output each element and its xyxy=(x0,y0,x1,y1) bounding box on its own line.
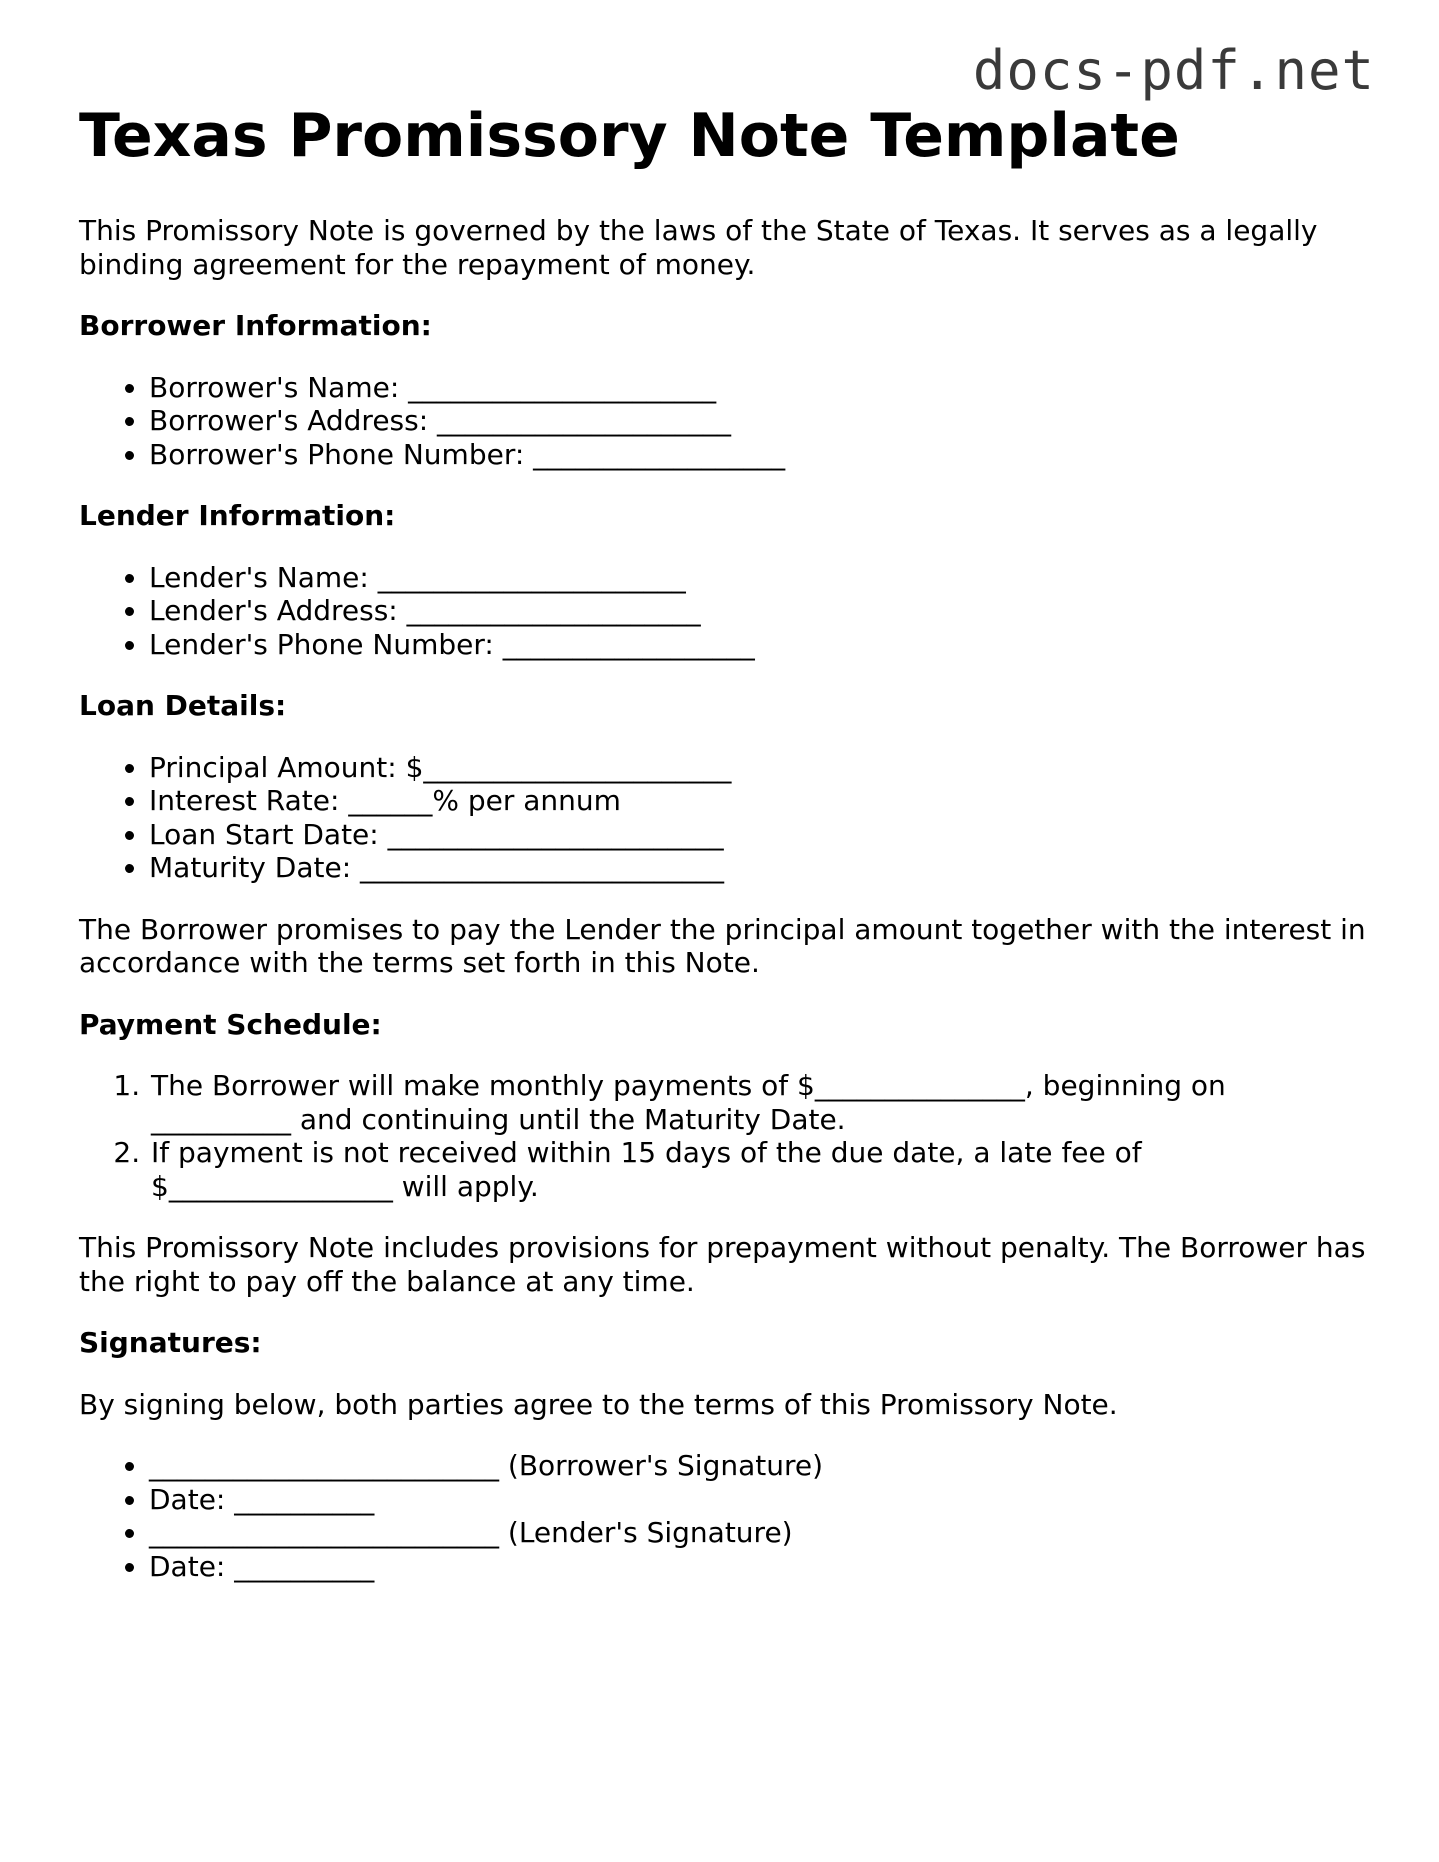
signatures-list xyxy=(79,1449,1369,1583)
payment-schedule-heading: Payment Schedule: xyxy=(79,1007,382,1041)
prepayment-paragraph: This Promissory Note includes provisions for prepayment without penalty. The Borrower has the right to pay off the balance at any time. xyxy=(79,1231,1366,1298)
intro-paragraph: This Promissory Note is governed by the laws of the State of Texas. It serves as a legally binding agreement for the repayment of money. xyxy=(79,214,1318,281)
promise-paragraph: The Borrower promises to pay the Lender the principal amount together with the interest in accordance with the terms set forth in this Note. xyxy=(79,912,1366,979)
borrower-heading: Borrower Information: xyxy=(79,309,432,342)
lender-date-line: • Date: __________ xyxy=(149,1550,1369,1584)
late-fee-item: 2. If payment is not received within 15 days of the due date, a late fee of $________________ will apply. xyxy=(149,1136,1369,1203)
principal-amount-field: • Principal Amount: $______________________ xyxy=(149,751,1369,785)
signatures-heading: Signatures: xyxy=(79,1326,262,1359)
borrower-signature-line: • _________________________ (Borrower's Signature) xyxy=(149,1449,1369,1483)
lender-phone-field: • Lender's Phone Number: __________________ xyxy=(149,628,1369,662)
loan-details-list xyxy=(79,751,1369,885)
borrower-phone-field: • Borrower's Phone Number: __________________ xyxy=(149,438,1369,472)
borrower-address-field: • Borrower's Address: _____________________ xyxy=(149,404,1369,438)
lender-signature-line: • _________________________ (Lender's Signature) xyxy=(149,1516,1369,1550)
lender-list xyxy=(79,561,1369,662)
maturity-date-field: • Maturity Date: __________________________ xyxy=(149,851,1369,885)
signatures-intro: By signing below, both parties agree to the terms of this Promissory Note. xyxy=(79,1387,1118,1421)
loan-details-heading: Loan Details: xyxy=(79,689,287,722)
lender-name-field: • Lender's Name: ______________________ xyxy=(149,561,1369,595)
loan-start-date-field: • Loan Start Date: ________________________ xyxy=(149,818,1369,852)
lender-heading: Lender Information: xyxy=(79,499,396,532)
monthly-payment-item: 1. The Borrower will make monthly payments of $_______________, beginning on __________ and continuing until the Maturity Date. xyxy=(149,1069,1369,1136)
payment-schedule-list xyxy=(79,1069,1369,1203)
document-title: Texas Promissory Note Template xyxy=(79,101,1180,171)
borrower-date-line: • Date: __________ xyxy=(149,1483,1369,1517)
document-page xyxy=(79,100,1369,1611)
watermark-text: docs-pdf.net xyxy=(972,39,1375,102)
lender-address-field: • Lender's Address: _____________________ xyxy=(149,594,1369,628)
interest-rate-field: • Interest Rate: ______% per annum xyxy=(149,784,1369,818)
borrower-list xyxy=(79,371,1369,472)
borrower-name-field: • Borrower's Name: ______________________ xyxy=(149,371,1369,405)
